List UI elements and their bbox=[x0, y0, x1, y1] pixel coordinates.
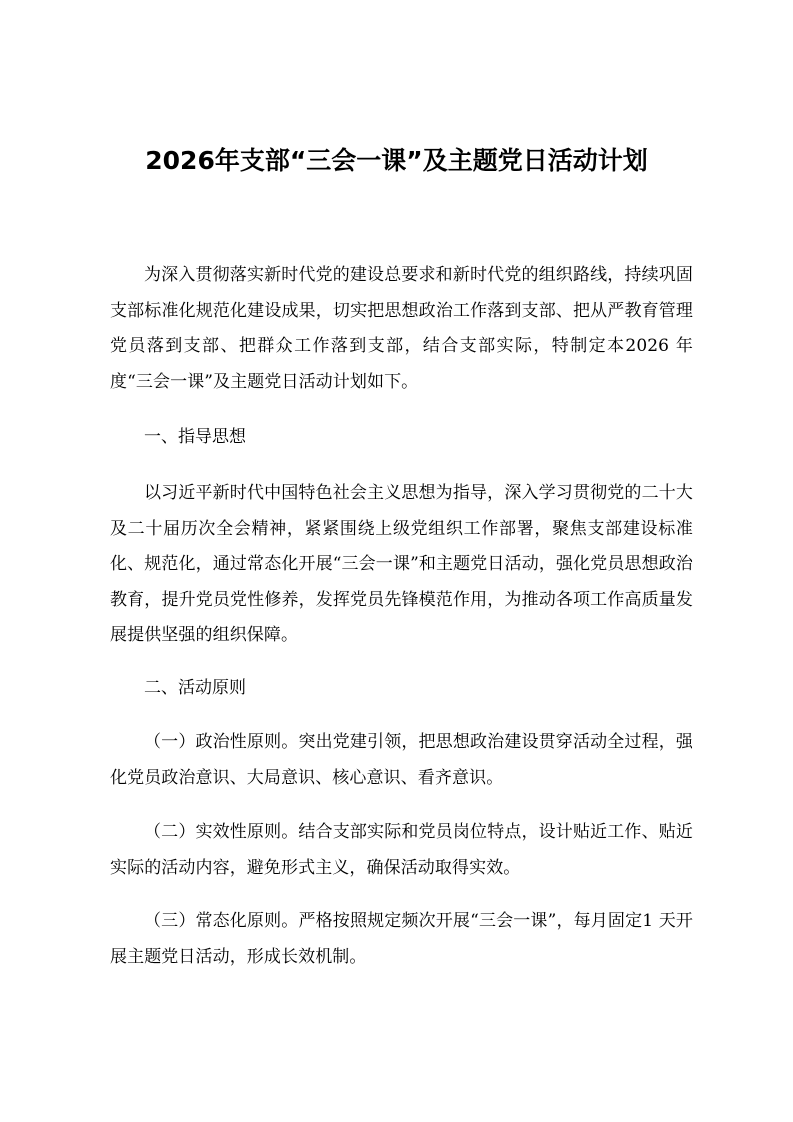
guiding-ideology-paragraph: 以习近平新时代中国特色社会主义思想为指导，深入学习贯彻党的二十大及二十届历次全会精神，紧紧围绕上级党组织工作部署，聚焦支部建设标准化、规范化，通过常态化开展“三会一课”和主题党日活动，强化党员思想政治教育，提升党员党性修养，发挥党员先锋模范作用，为推动各项工作高质量发展提供坚强的组织保障。 bbox=[110, 483, 693, 645]
principle-effectiveness-paragraph: （二）实效性原则。结合支部实际和党员岗位特点，设计贴近工作、贴近实际的活动内容，避免形式主义，确保活动取得实效。 bbox=[110, 822, 693, 878]
principle-regularity-paragraph: （三）常态化原则。严格按照规定频次开展“三会一课”，每月固定1 天开展主题党日活动，形成长效机制。 bbox=[110, 911, 693, 967]
document-title: 2026年支部“三会一课”及主题党日活动计划 bbox=[145, 146, 648, 175]
intro-paragraph: 为深入贯彻落实新时代党的建设总要求和新时代党的组织路线，持续巩固支部标准化规范化建设成果，切实把思想政治工作落到支部、把从严教育管理党员落到支部、把群众工作落到支部，结合支部实际，特制定本2026 年度“三会一课”及主题党日活动计划如下。 bbox=[110, 265, 693, 392]
section-heading-activity-principles: 二、活动原则 bbox=[144, 678, 246, 698]
section-heading-guiding-ideology: 一、指导思想 bbox=[144, 427, 246, 447]
principle-political-paragraph: （一）政治性原则。突出党建引领，把思想政治建设贯穿活动全过程，强化党员政治意识、大局意识、核心意识、看齐意识。 bbox=[110, 732, 693, 788]
